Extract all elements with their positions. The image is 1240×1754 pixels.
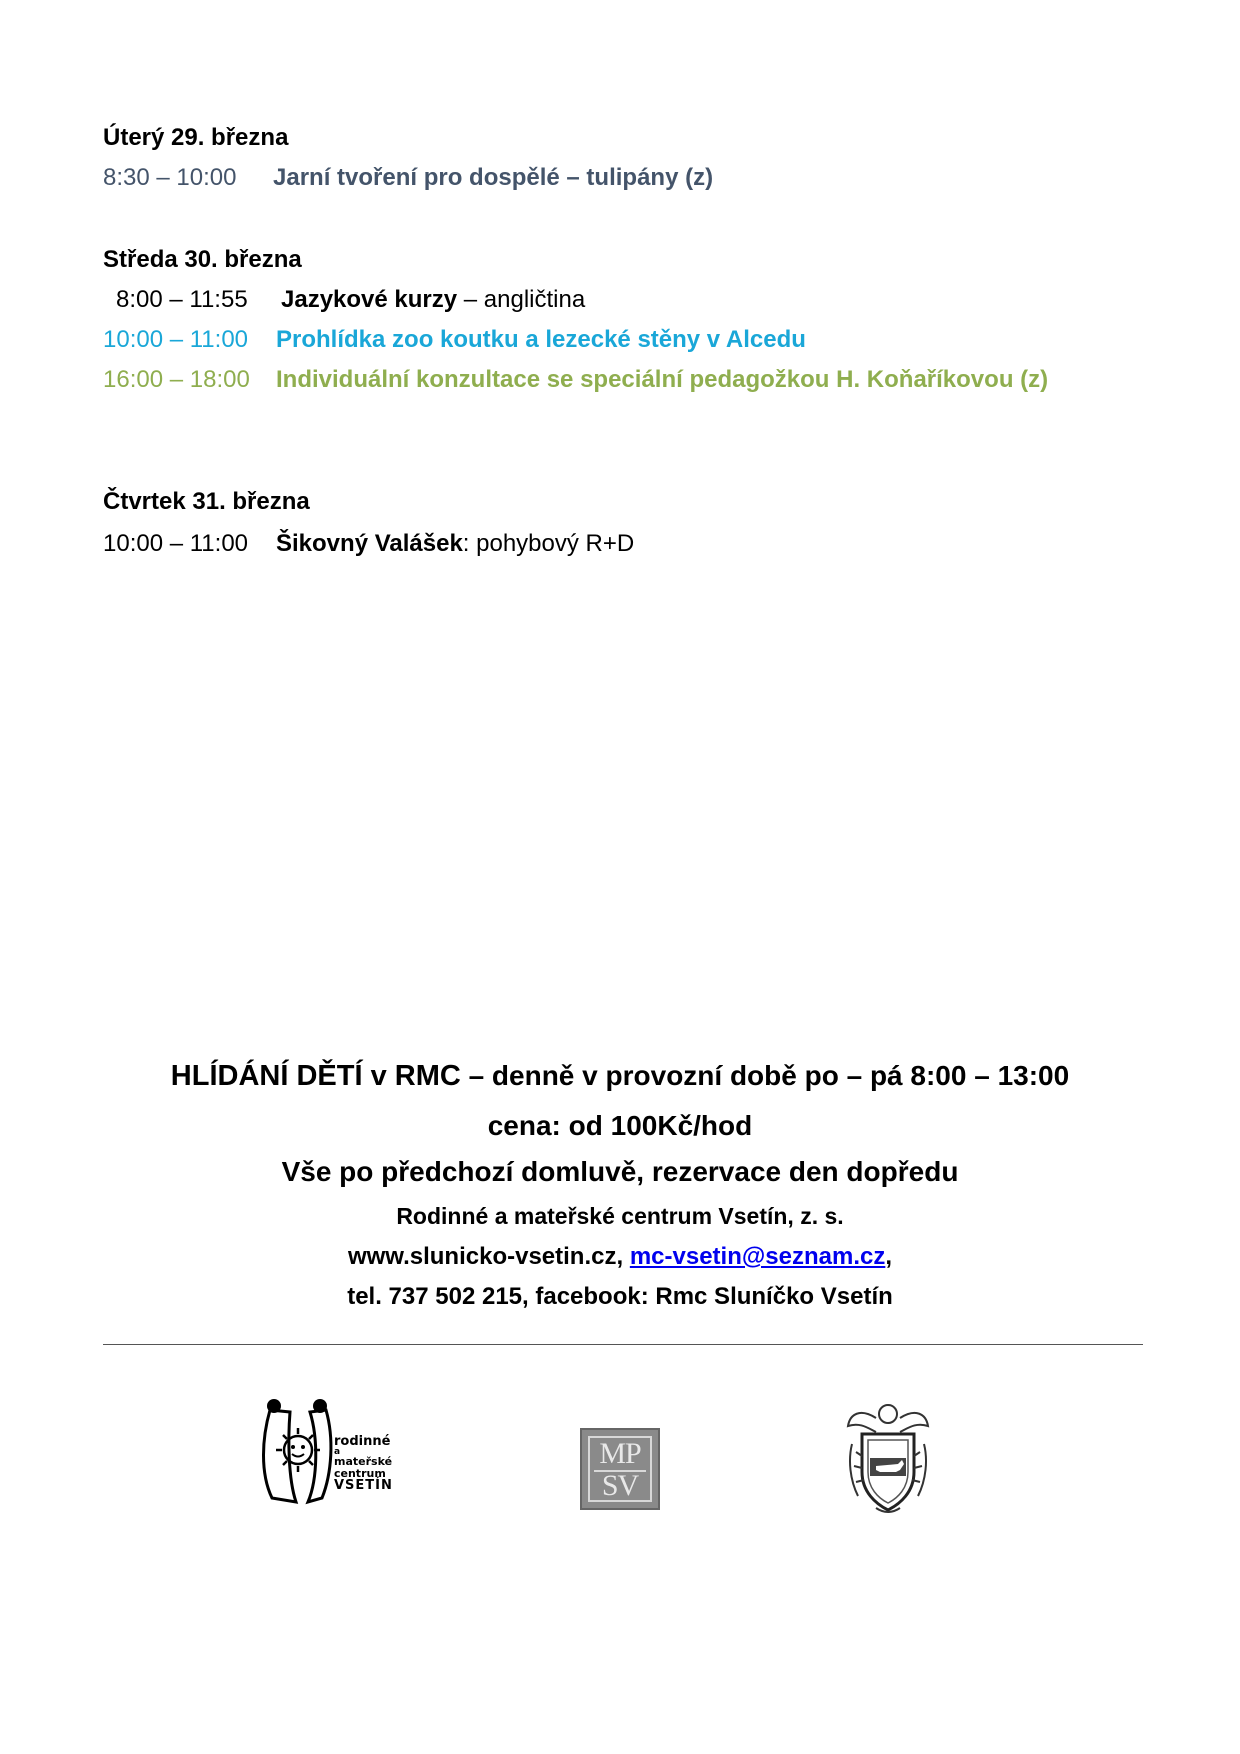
day-heading-wednesday: Středa 30. března — [103, 246, 302, 273]
coat-of-arms-icon — [846, 1400, 930, 1518]
email-link[interactable]: mc-vsetin@seznam.cz — [629, 1243, 886, 1270]
reservation-line: Vše po předchozí domluvě, rezervace den dopředu — [281, 1156, 959, 1187]
event-time: 8:30 – 10:00 — [103, 164, 237, 191]
rmc-logo-line: VSETÍN — [334, 1478, 393, 1493]
price-line: cena: od 100Kč/hod — [487, 1110, 753, 1141]
rmc-logo-text — [334, 1436, 393, 1492]
rmc-sun-icon — [258, 1398, 338, 1508]
web-email-line — [0, 1243, 1240, 1271]
mpsv-logo-bottom: SV — [601, 1469, 639, 1502]
babysitting-line — [0, 1060, 1240, 1093]
event-time: 10:00 – 11:00 — [103, 530, 249, 557]
event-time: 8:00 – 11:55 — [116, 286, 248, 313]
event-row — [103, 326, 806, 354]
divider — [103, 1344, 1143, 1345]
website-link[interactable]: www.slunicko-vsetin.cz, — [347, 1243, 624, 1270]
event-time: 16:00 – 18:00 — [103, 366, 250, 393]
day-heading-tuesday: Úterý 29. března — [103, 124, 289, 151]
rmc-logo-line: mateřské — [334, 1455, 393, 1468]
event-row — [103, 366, 1048, 394]
rmc-logo-line: centrum — [334, 1467, 386, 1480]
event-detail: – angličtina — [457, 286, 586, 313]
event-name: Šikovný Valášek — [276, 530, 463, 557]
event-row — [116, 286, 585, 314]
email-suffix: , — [885, 1243, 893, 1270]
event-detail: : pohybový R+D — [462, 530, 635, 557]
rmc-logo-line: rodinné — [334, 1434, 391, 1449]
babysitting-title: HLÍDÁNÍ DĚTÍ v RMC — [170, 1060, 461, 1092]
event-name: Jarní tvoření pro dospělé – tulipány (z) — [273, 164, 714, 191]
event-name: Individuální konzultace se speciální pedagožkou H. Koňaříkovou (z) — [276, 366, 1049, 393]
event-row — [103, 164, 713, 192]
event-name: Jazykové kurzy — [281, 286, 458, 313]
mpsv-logo — [580, 1428, 660, 1510]
contact-line: tel. 737 502 215, facebook: Rmc Sluníčko Vsetín — [347, 1283, 893, 1310]
event-row — [103, 530, 634, 558]
day-heading-thursday: Čtvrtek 31. března — [103, 488, 310, 515]
babysitting-hours: – denně v provozní době po – pá 8:00 – 13:00 — [460, 1060, 1070, 1091]
org-name: Rodinné a mateřské centrum Vsetín, z. s. — [396, 1203, 844, 1229]
event-name: Prohlídka zoo koutku a lezecké stěny v Alcedu — [276, 326, 806, 353]
coat-of-arms-logo — [846, 1400, 930, 1518]
rmc-logo — [258, 1398, 418, 1508]
rmc-logo-line: a — [334, 1447, 341, 1457]
event-time: 10:00 – 11:00 — [103, 326, 249, 353]
mpsv-logo-top: MP — [599, 1437, 641, 1470]
